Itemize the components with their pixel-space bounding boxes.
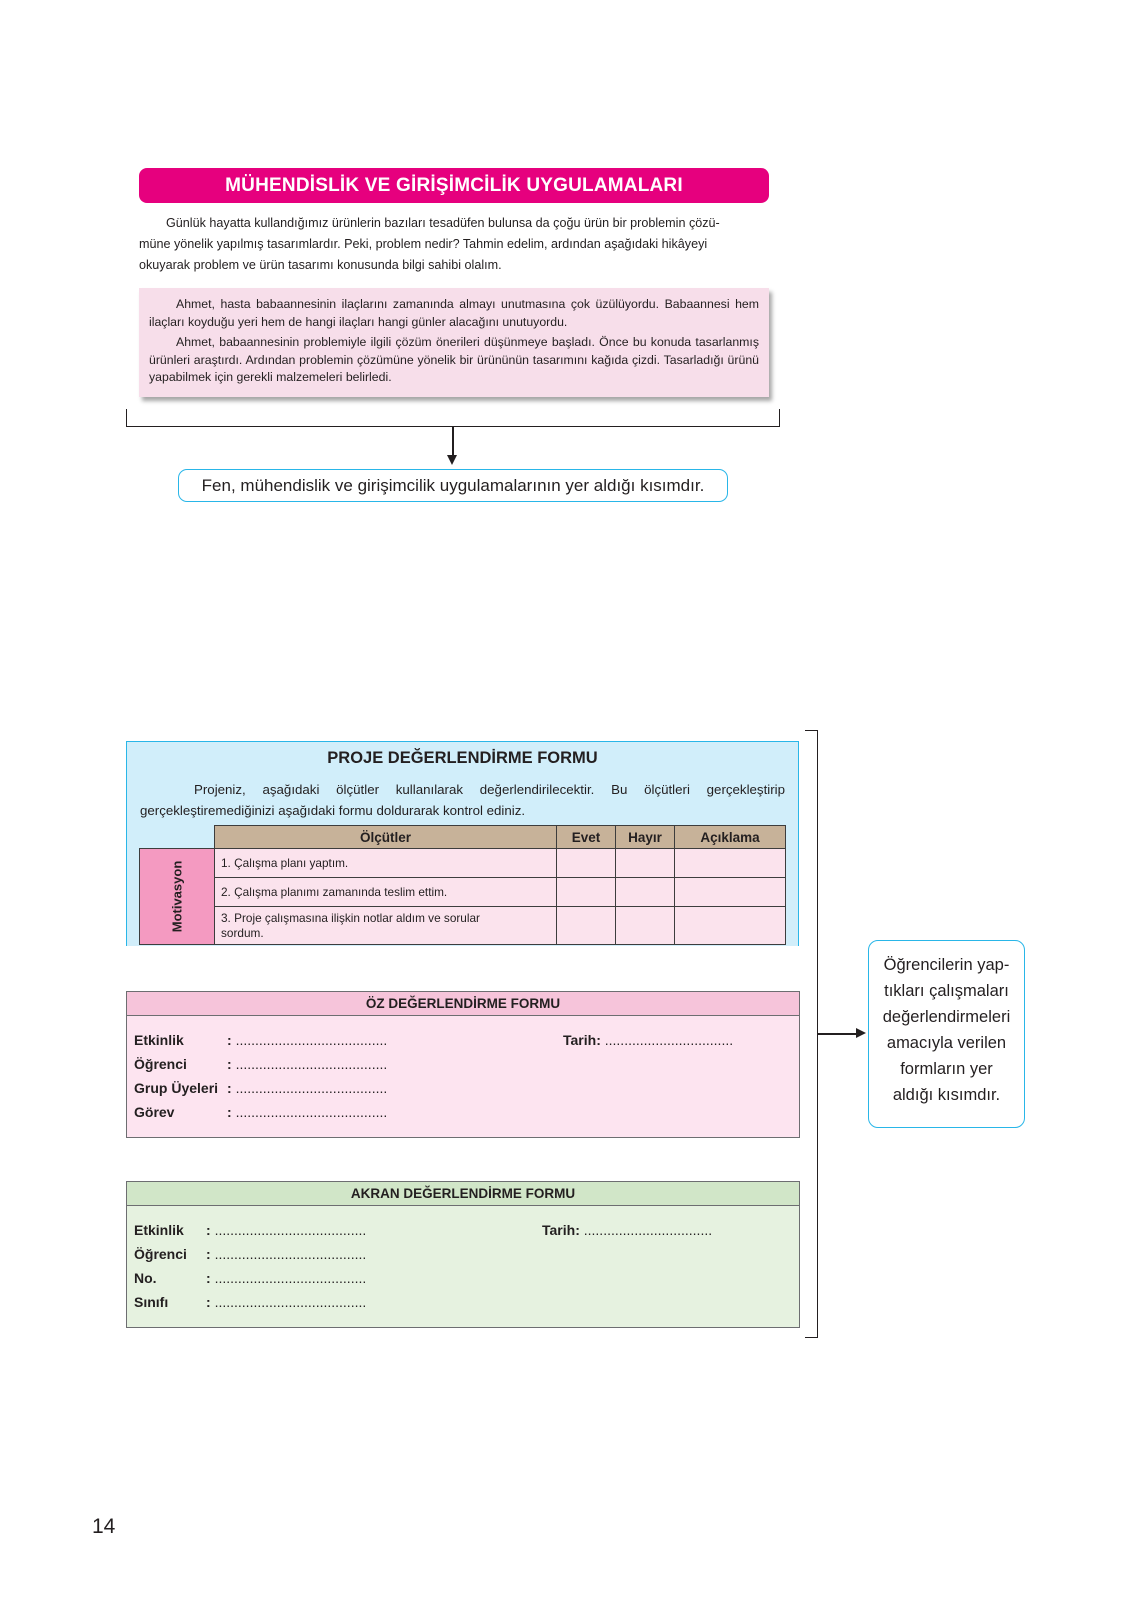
form-description-text: Projeniz, aşağıdaki ölçütler kullanılarak değerlendirilecektir. Bu ölçütleri gerçekleştirip gerçekleştiremediğinizi aşağıdaki formu doldurarak kontrol ediniz.	[140, 782, 785, 818]
form-title: AKRAN DEĞERLENDİRME FORMU	[127, 1182, 799, 1206]
field-value[interactable]	[227, 1080, 387, 1096]
field-dots: .......................................	[214, 1270, 367, 1286]
field-row	[134, 1270, 157, 1286]
intro-text	[139, 213, 770, 276]
comment-cell[interactable]	[675, 878, 786, 907]
form-title: ÖZ DEĞERLENDİRME FORMU	[127, 992, 799, 1016]
callout-line: değerlendirmeleri	[882, 1008, 1011, 1026]
field-colon: :	[206, 1270, 211, 1286]
bracket	[805, 730, 818, 1338]
no-cell[interactable]	[616, 849, 675, 878]
field-label: No.	[134, 1270, 157, 1286]
intro-line: müne yönelik yapılmış tasarımlardır. Peki, problem nedir? Tahmin edelim, ardından aşağıdaki hikâyeyi	[139, 237, 708, 251]
field-row	[134, 1056, 187, 1072]
field-row	[134, 1222, 184, 1238]
field-label: Görev	[134, 1104, 175, 1120]
field-dots: .......................................	[235, 1080, 388, 1096]
field-dots: .......................................	[235, 1056, 388, 1072]
motivation-label-cell	[140, 849, 215, 945]
no-cell[interactable]	[616, 878, 675, 907]
field-colon: :	[227, 1056, 232, 1072]
field-value[interactable]	[206, 1294, 366, 1310]
field-label: Öğrenci	[134, 1056, 187, 1072]
field-label: Sınıfı	[134, 1294, 169, 1310]
field-dots: .......................................	[235, 1104, 388, 1120]
form-description	[140, 779, 785, 821]
date-field[interactable]	[563, 1032, 733, 1048]
field-row	[134, 1080, 218, 1096]
peer-evaluation-form	[126, 1181, 800, 1328]
field-label: Tarih:	[542, 1222, 580, 1238]
column-header: Hayır	[616, 826, 675, 849]
story-paragraph: Ahmet, hasta babaannesinin ilaçlarını zamanında almayı unutmasına çok üzülüyordu. Babaannesi hem ilaçları koyduğu yeri hem de hangi ilaçları hangi günler alacağını unutuyordu.	[149, 297, 759, 329]
project-evaluation-form	[126, 741, 799, 946]
field-colon: :	[206, 1246, 211, 1262]
field-dots: .......................................	[214, 1222, 367, 1238]
column-header: Evet	[557, 826, 616, 849]
engineering-callout: Fen, mühendislik ve girişimcilik uygulamalarının yer aldığı kısımdır.	[178, 469, 728, 502]
intro-line: Günlük hayatta kullandığımız ürünlerin bazıları tesadüfen bulunsa da çoğu ürün bir problemin çözü-	[166, 216, 720, 230]
field-dots: .................................	[604, 1032, 734, 1048]
field-value[interactable]	[227, 1104, 387, 1120]
callout-line: amacıyla verilen	[886, 1034, 1007, 1052]
column-header: Ölçütler	[215, 826, 557, 849]
field-label: Grup Üyeleri	[134, 1080, 219, 1096]
field-label: Etkinlik	[134, 1032, 184, 1048]
yes-cell[interactable]	[557, 849, 616, 878]
field-dots: .......................................	[214, 1294, 367, 1310]
section-banner: MÜHENDİSLİK VE GİRİŞİMCİLİK UYGULAMALARI	[139, 168, 769, 203]
field-colon: :	[227, 1032, 232, 1048]
field-row	[134, 1246, 187, 1262]
column-header: Açıklama	[675, 826, 786, 849]
criteria-table	[139, 825, 786, 945]
field-dots: .......................................	[214, 1246, 367, 1262]
arrow-right-icon	[818, 1033, 858, 1035]
self-evaluation-form	[126, 991, 800, 1138]
field-colon: :	[227, 1080, 232, 1096]
arrow-head-icon	[447, 455, 457, 465]
intro-line: okuyarak problem ve ürün tasarımı konusunda bilgi sahibi olalım.	[139, 258, 502, 272]
field-row	[134, 1104, 174, 1120]
field-dots: .......................................	[235, 1032, 388, 1048]
bracket	[126, 409, 780, 427]
field-row	[134, 1032, 184, 1048]
field-label: Etkinlik	[134, 1222, 184, 1238]
callout-line: tıkları çalışmaları	[884, 982, 1009, 1000]
arrow-down-icon	[452, 427, 454, 455]
field-row	[134, 1294, 168, 1310]
page-number: 14	[92, 1515, 116, 1538]
callout-line: formların yer	[900, 1060, 993, 1078]
field-colon: :	[227, 1104, 232, 1120]
criteria-cell: 2. Çalışma planımı zamanında teslim ettim.	[215, 878, 557, 907]
field-value[interactable]	[206, 1270, 366, 1286]
field-colon: :	[206, 1222, 211, 1238]
story-paragraph: Ahmet, babaannesinin problemiyle ilgili çözüm önerileri düşünmeye başladı. Önce bu konuda tasarlanmış ürünleri araştırdı. Ardından problemin çözümüne yönelik bir ürününün tasarımını kağıda çizdi. Tasarladığı ürünü yapabilmek için gerekli malzemeleri belirledi.	[149, 335, 759, 384]
field-value[interactable]	[227, 1032, 387, 1048]
field-label: Tarih:	[563, 1032, 601, 1048]
comment-cell[interactable]	[675, 849, 786, 878]
field-value[interactable]	[206, 1246, 366, 1262]
criteria-cell: 1. Çalışma planı yaptım.	[215, 849, 557, 878]
field-label: Öğrenci	[134, 1246, 187, 1262]
arrow-head-icon	[856, 1028, 866, 1038]
callout-line: Öğrencilerin yap-	[883, 956, 1010, 974]
yes-cell[interactable]	[557, 878, 616, 907]
motivation-label: Motivasyon	[169, 860, 185, 933]
date-field[interactable]	[542, 1222, 712, 1238]
form-title: PROJE DEĞERLENDİRME FORMU	[327, 749, 598, 767]
field-colon: :	[206, 1294, 211, 1310]
field-value[interactable]	[227, 1056, 387, 1072]
callout-line: aldığı kısımdır.	[892, 1086, 1001, 1104]
field-dots: .................................	[583, 1222, 713, 1238]
comment-cell[interactable]	[675, 907, 786, 945]
yes-cell[interactable]	[557, 907, 616, 945]
forms-callout	[868, 940, 1025, 1128]
story-box	[139, 288, 769, 397]
criteria-cell: 3. Proje çalışmasına ilişkin notlar aldım ve sorular sordum.	[215, 907, 557, 945]
no-cell[interactable]	[616, 907, 675, 945]
field-value[interactable]	[206, 1222, 366, 1238]
